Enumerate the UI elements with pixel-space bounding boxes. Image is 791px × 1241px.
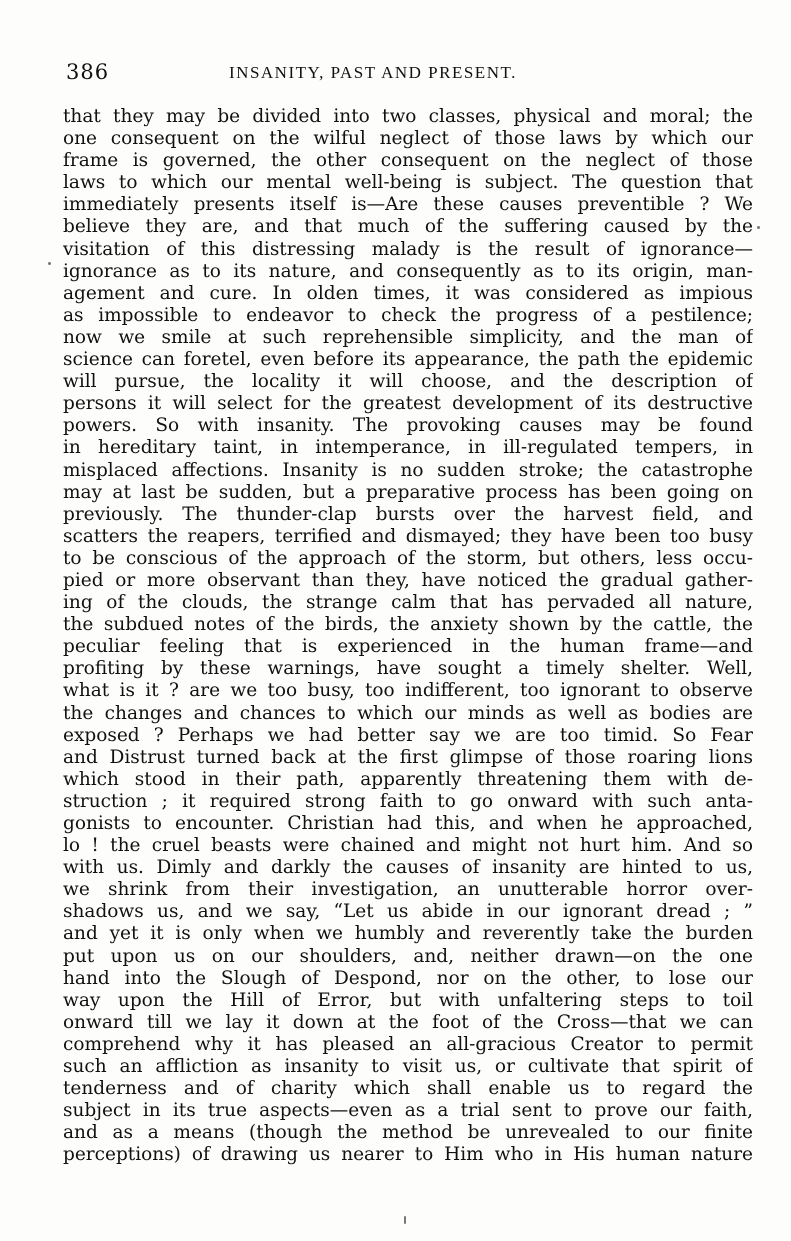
text-line: now we smile at such reprehensible simplicity, and the man of [63,326,753,348]
text-line: shadows us, and we say, “Let us abide in our ignorant dread ; ” [63,901,753,923]
text-line: which stood in their path, apparently threatening them with de- [63,768,753,790]
text-line: comprehend why it has pleased an all-gracious Creator to permit [63,1033,753,1055]
text-line: perceptions) of drawing us nearer to Him who in His human nature [63,1144,753,1166]
body-text [63,106,753,1167]
text-line: and yet it is only when we humbly and reverently take the burden [63,923,753,945]
text-line: visitation of this distressing malady is the result of ignorance— [63,238,753,260]
page-number: 386 [66,60,110,84]
text-line: the changes and chances to which our minds as well as bodies are [63,702,753,724]
text-line: what is it ? are we too busy, too indifferent, too ignorant to observe [63,680,753,702]
text-line: the subdued notes of the birds, the anxiety shown by the cattle, the [63,614,753,636]
text-line: may at last be sudden, but a preparative process has been going on [63,481,753,503]
text-line: struction ; it required strong faith to go onward with such anta- [63,790,753,812]
text-line: peculiar feeling that is experienced in the human frame—and [63,636,753,658]
text-line: profiting by these warnings, have sought a timely shelter. Well, [63,658,753,680]
text-line: subject in its true aspects—even as a trial sent to prove our faith, [63,1100,753,1122]
text-line: believe they are, and that much of the suffering caused by the [63,216,753,238]
text-line: that they may be divided into two classes, physical and moral; the [63,106,753,127]
print-speck [757,226,760,229]
running-head [66,60,756,90]
text-line: lo ! the cruel beasts were chained and might not hurt him. And so [63,835,753,857]
text-line: we shrink from their investigation, an unutterable horror over- [63,879,753,901]
text-line: such an affliction as insanity to visit us, or cultivate that spirit of [63,1056,753,1078]
text-line: exposed ? Perhaps we had better say we are too timid. So Fear [63,724,753,746]
text-line: frame is governed, the other consequent on the neglect of those [63,150,753,172]
text-line: as impossible to endeavor to check the progress of a pestilence; [63,304,753,326]
text-line: will pursue, the locality it will choose, and the description of [63,371,753,393]
text-line: ing of the clouds, the strange calm that has pervaded all nature, [63,592,753,614]
text-line: hand into the Slough of Despond, nor on the other, to lose our [63,967,753,989]
text-line: laws to which our mental well-being is subject. The question that [63,172,753,194]
text-line: way upon the Hill of Error, but with unfaltering steps to toil [63,989,753,1011]
text-line: one consequent on the wilful neglect of those laws by which our [63,128,753,150]
text-line: persons it will select for the greatest development of its destructive [63,393,753,415]
text-line: agement and cure. In olden times, it was considered as impious [63,282,753,304]
text-line: gonists to encounter. Christian had this, and when he approached, [63,813,753,834]
text-line: pied or more observant than they, have noticed the gradual gather- [63,569,753,591]
print-speck [48,262,51,265]
text-line: with us. Dimly and darkly the causes of insanity are hinted to us, [63,857,753,879]
text-line: ignorance as to its nature, and consequently as to its origin, man- [63,260,753,282]
text-line: scatters the reapers, terrified and dismayed; they have been too busy [63,525,753,547]
running-title: INSANITY, PAST AND PRESENT. [229,63,517,82]
text-line: in hereditary taint, in intemperance, in ill-regulated tempers, in [63,437,753,459]
text-line: to be conscious of the approach of the storm, but others, less occu- [63,547,753,569]
text-line: and as a means (though the method be unrevealed to our finite [63,1122,753,1144]
text-line: tenderness and of charity which shall enable us to regard the [63,1078,753,1100]
text-line: onward till we lay it down at the foot of the Cross—that we can [63,1011,753,1033]
text-line: put upon us on our shoulders, and, neither drawn—on the one [63,945,753,967]
text-line: immediately presents itself is—Are these causes preventible ? We [63,194,753,216]
text-line: previously. The thunder-clap bursts over the harvest field, and [63,503,753,525]
text-line: science can foretel, even before its appearance, the path the epidemic [63,349,753,371]
print-speck [404,1216,406,1224]
text-line: and Distrust turned back at the first glimpse of those roaring lions [63,746,753,768]
text-line: misplaced affections. Insanity is no sudden stroke; the catastrophe [63,459,753,481]
text-line: powers. So with insanity. The provoking causes may be found [63,415,753,437]
